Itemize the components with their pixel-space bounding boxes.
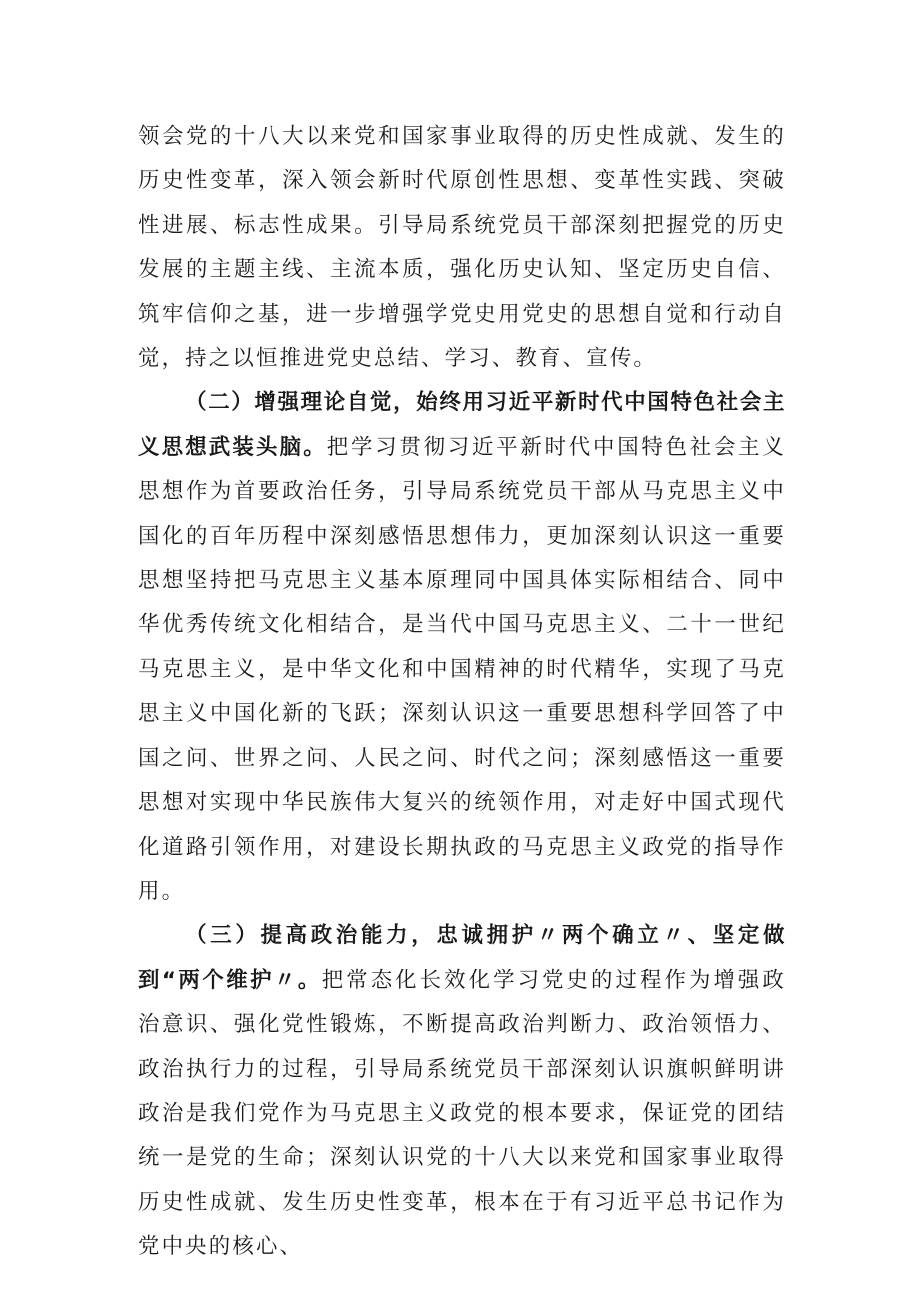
section-heading: （二）增强理论自觉，始终用习近平新时代中国特色社会主义思想武装头脑。 xyxy=(138,390,786,460)
paragraph-body: 把学习贯彻习近平新时代中国特色社会主义思想作为首要政治任务，引导局系统党员干部从马克思主义中国化的百年历程中深刻感悟思想伟力，更加深刻认识这一重要思想坚持把马克思主义基本原理同中国具体实际相结合、同中华优秀传统文化相结合，是当代中国马克思主义、二十一世纪马克思主义，是中华文化和中国精神的时代精华，实现了马克思主义中国化新的飞跃；深刻认识这一重要思想科学回答了中国之问、世界之问、人民之问、时代之问；深刻感悟这一重要思想对实现中华民族伟大复兴的统领作用，对走好中国式现代化道路引领作用，对建设长期执政的马克思主义政党的指导作用。 xyxy=(138,434,786,904)
section-heading: （三）提高政治能力，忠诚拥护〃两个确立〃、坚定做到“两个维护〃。 xyxy=(138,923,786,993)
paragraph-section-2 xyxy=(138,381,786,914)
paragraph-body: 领会党的十八大以来党和国家事业取得的历史性成就、发生的历史性变革，深入领会新时代原创性思想、变革性实践、突破性进展、标志性成果。引导局系统党员干部深刻把握党的历史发展的主题主线、主流本质，强化历史认知、坚定历史自信、筑牢信仰之基，进一步增强学党史用党史的思想自觉和行动自觉，持之以恒推进党史总结、学习、教育、宣传。 xyxy=(138,124,786,372)
paragraph-section-3 xyxy=(138,914,786,1269)
document-page xyxy=(138,115,786,1270)
paragraph-body: 把常态化长效化学习党史的过程作为增强政治意识、强化党性锻炼，不断提高政治判断力、政治领悟力、政治执行力的过程，引导局系统党员干部深刻认识旗帜鲜明讲政治是我们党作为马克思主义政党的根本要求，保证党的团结统一是党的生命；深刻认识党的十八大以来党和国家事业取得历史性成就、发生历史性变革，根本在于有习近平总书记作为党中央的核心、 xyxy=(138,967,786,1260)
paragraph-continuation xyxy=(138,115,786,381)
